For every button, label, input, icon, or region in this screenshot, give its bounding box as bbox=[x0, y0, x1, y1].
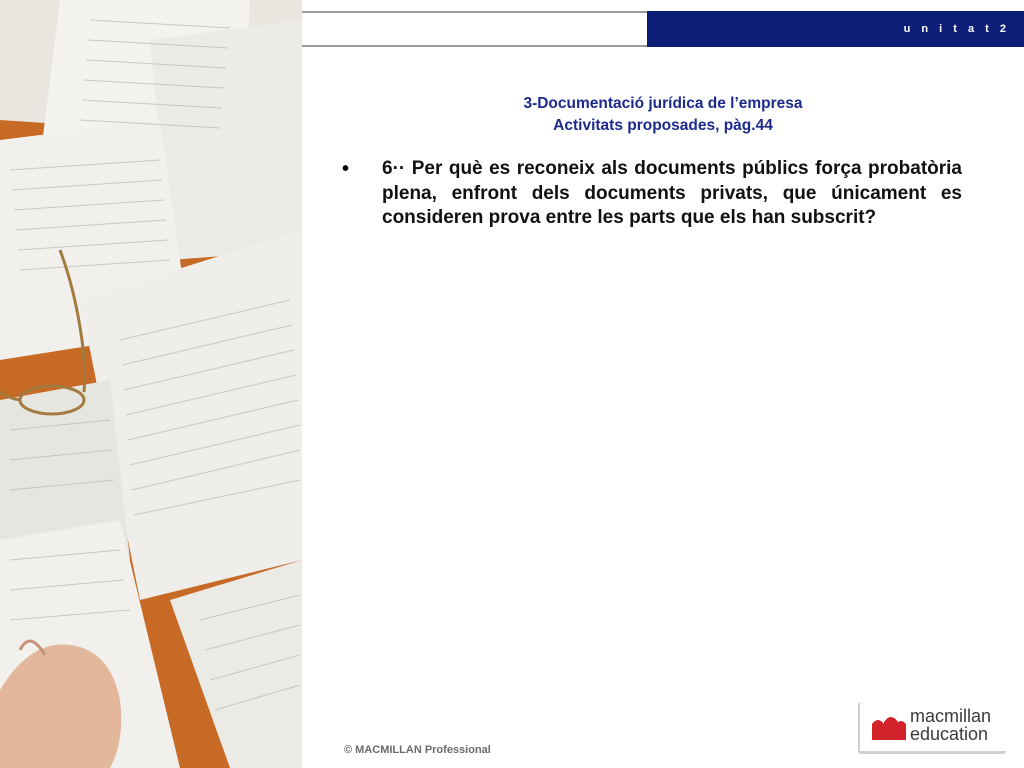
header-rule bbox=[302, 11, 647, 47]
logo-line-2: education bbox=[910, 724, 989, 744]
logo-line-1: macmillan bbox=[910, 706, 992, 726]
header-band bbox=[647, 11, 1024, 47]
slide-title: 3-Documentació jurídica de l’empresa bbox=[523, 95, 803, 112]
document-photo-image bbox=[0, 0, 302, 768]
unit-label: u n i t a t 2 bbox=[903, 23, 1010, 35]
macmillan-logo-icon bbox=[870, 710, 908, 744]
macmillan-logo bbox=[858, 702, 1006, 754]
slide-subtitle: Activitats proposades, pàg.44 bbox=[553, 117, 773, 134]
copyright-text: © MACMILLAN Professional bbox=[344, 744, 491, 756]
bullet-marker: • bbox=[342, 158, 350, 180]
question-text: 6·· Per què es reconeix als documents públics força probatòria plena, enfront dels documents privats, que únicament es consideren prova entre les parts que els han subscrit? bbox=[382, 158, 962, 228]
